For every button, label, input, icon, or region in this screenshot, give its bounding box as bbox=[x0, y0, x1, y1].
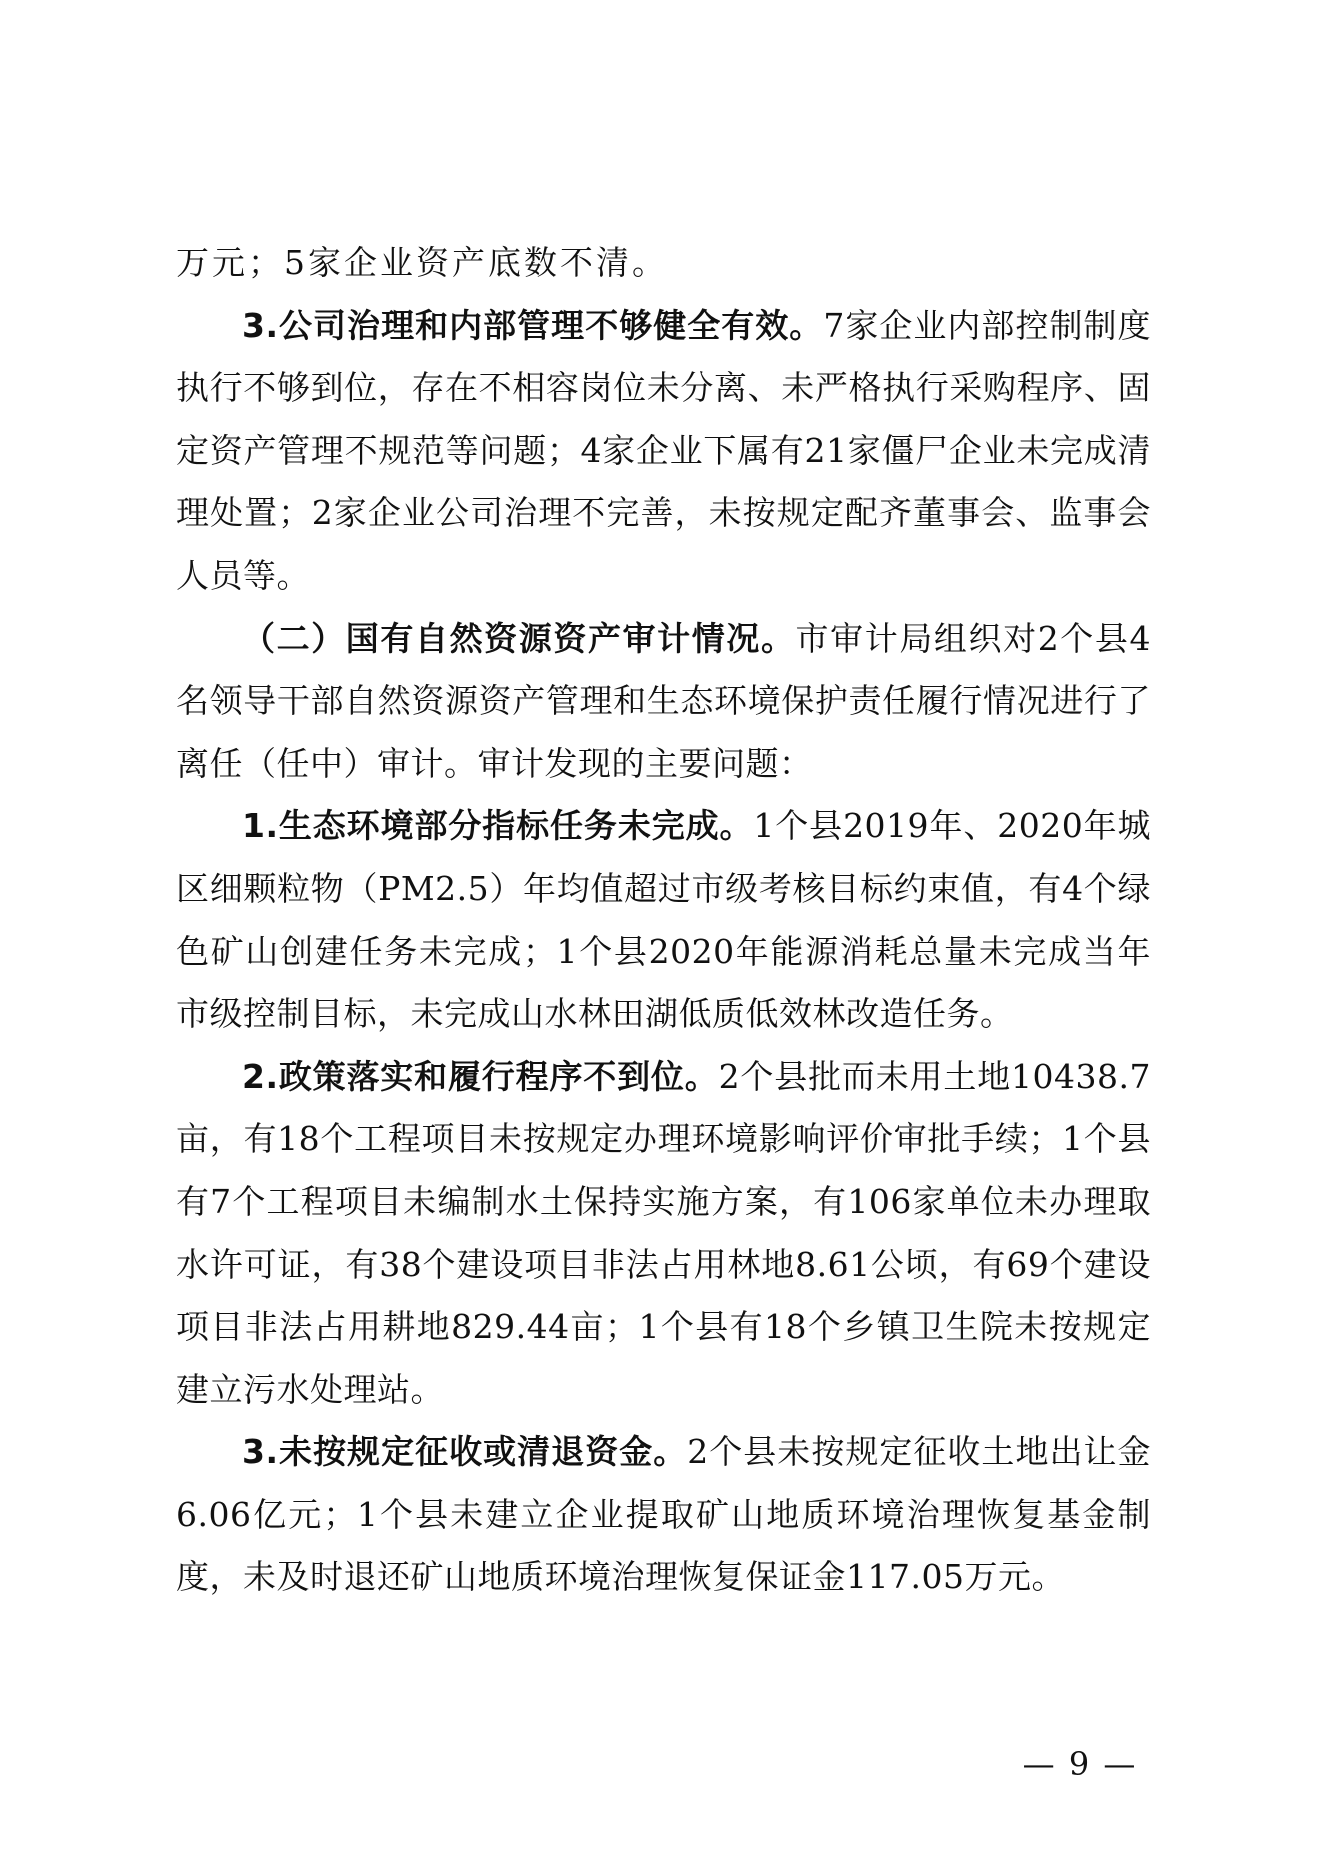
paragraph-policy-implementation bbox=[176, 1046, 1151, 1422]
document-body bbox=[176, 232, 1151, 1609]
paragraph-ecological-targets bbox=[176, 795, 1151, 1045]
page-number: — 9 — bbox=[1022, 1745, 1138, 1783]
section-heading: 2.政策落实和履行程序不到位。 bbox=[242, 1056, 719, 1096]
section-heading: 3.未按规定征收或清退资金。 bbox=[242, 1432, 688, 1472]
paragraph-continuation bbox=[176, 232, 1151, 295]
paragraph-natural-resources-audit bbox=[176, 608, 1151, 796]
paragraph-text: 7家企业内部控制制度执行不够到位，存在不相容岗位未分离、未严格执行采购程序、固定资产管理不规范等问题；4家企业下属有21家僵尸企业未完成清理处置；2家企业公司治理不完善，未按规定配齐董事会、监事会人员等。 bbox=[176, 305, 1151, 595]
paragraph-text: 2个县未按规定征收土地出让金6.06亿元；1个县未建立企业提取矿山地质环境治理恢复基金制度，未及时退还矿山地质环境治理恢复保证金117.05万元。 bbox=[176, 1432, 1151, 1597]
paragraph-text: 1个县2019年、2020年城区细颗粒物（PM2.5）年均值超过市级考核目标约束值，有4个绿色矿山创建任务未完成；1个县2020年能源消耗总量未完成当年市级控制目标，未完成山水林田湖低质低效林改造任务。 bbox=[176, 806, 1151, 1034]
paragraph-text: 万元；5家企业资产底数不清。 bbox=[176, 243, 668, 282]
section-heading: （二）国有自然资源资产审计情况。 bbox=[242, 618, 796, 658]
section-heading: 1.生态环境部分指标任务未完成。 bbox=[242, 806, 754, 846]
section-heading: 3.公司治理和内部管理不够健全有效。 bbox=[242, 305, 824, 345]
paragraph-corporate-governance bbox=[176, 295, 1151, 608]
paragraph-text: 市审计局组织对2个县4名领导干部自然资源资产管理和生态环境保护责任履行情况进行了离任（任中）审计。审计发现的主要问题： bbox=[176, 618, 1151, 783]
paragraph-fund-collection bbox=[176, 1421, 1151, 1609]
paragraph-text: 2个县批而未用土地10438.7亩，有18个工程项目未按规定办理环境影响评价审批手续；1个县有7个工程项目未编制水土保持实施方案，有106家单位未办理取水许可证，有38个建设项目非法占用林地8.61公顷，有69个建设项目非法占用耕地829.44亩；1个县有18个乡镇卫生院未按规定建立污水处理站。 bbox=[176, 1056, 1151, 1409]
